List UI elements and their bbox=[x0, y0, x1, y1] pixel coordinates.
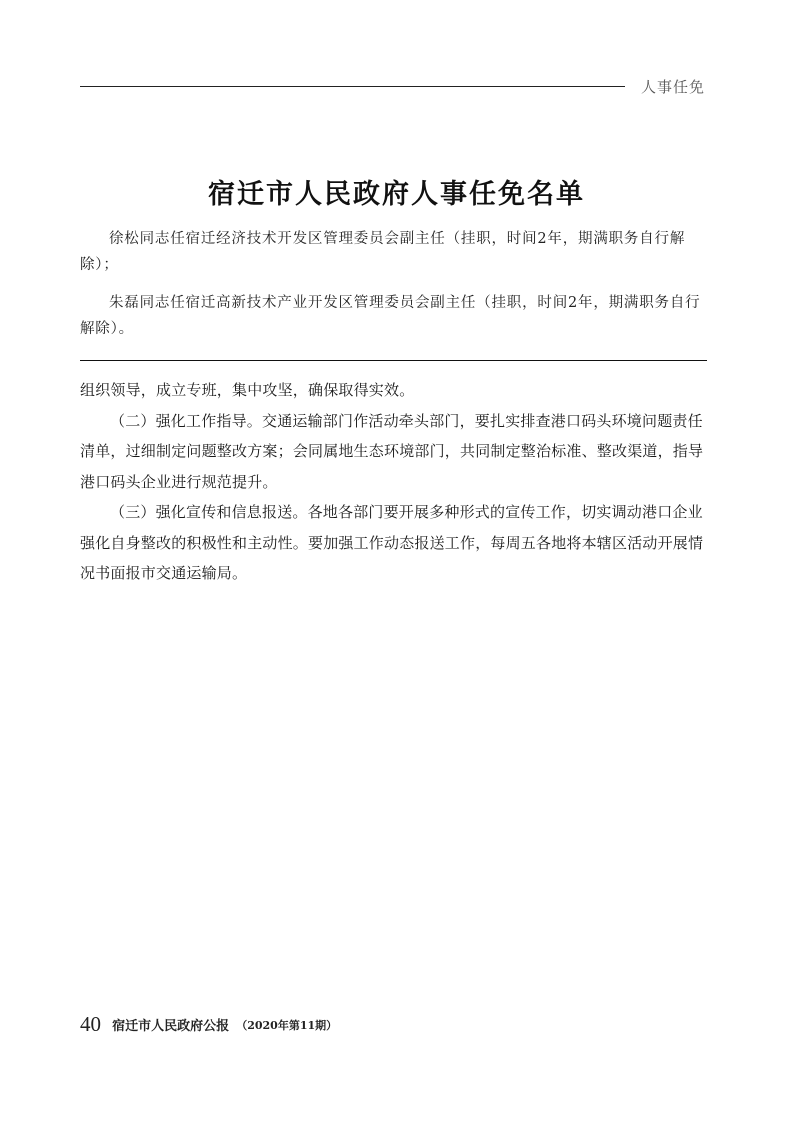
section-label: 人事任免 bbox=[640, 78, 705, 96]
header-rule bbox=[80, 86, 625, 87]
appointment-list bbox=[80, 226, 706, 354]
issue-info: （2020年第11期） bbox=[236, 1018, 338, 1032]
section-divider bbox=[80, 360, 707, 361]
page-footer bbox=[80, 1012, 337, 1037]
appointment-item: 徐松同志任宿迁经济技术开发区管理委员会副主任（挂职，时间2年，期满职务自行解除）； bbox=[80, 231, 686, 273]
continued-article bbox=[80, 375, 706, 589]
appointment-item: 朱磊同志任宿迁高新技术产业开发区管理委员会副主任（挂职，时间2年，期满职务自行解除）。 bbox=[80, 295, 701, 337]
page-title: 宿迁市人民政府人事任免名单 bbox=[208, 179, 585, 211]
page-number: 40 bbox=[80, 1012, 101, 1036]
article-paragraph: （二）强化工作指导。交通运输部门作活动牵头部门，要扎实排查港口码头环境问题责任清单，过细制定问题整改方案；会同属地生态环境部门，共同制定整治标准、整改渠道，指导港口码头企业进行规范提升。 bbox=[80, 411, 704, 491]
article-paragraph: （三）强化宣传和信息报送。各地各部门要开展多种形式的宣传工作，切实调动港口企业强化自身整改的积极性和主动性。要加强工作动态报送工作，每周五各地将本辖区活动开展情况书面报市交通运输局。 bbox=[80, 503, 704, 582]
publication-name: 宿迁市人民政府公报 bbox=[112, 1019, 230, 1034]
article-paragraph: 组织领导，成立专班，集中攻坚，确保取得实效。 bbox=[80, 381, 415, 399]
